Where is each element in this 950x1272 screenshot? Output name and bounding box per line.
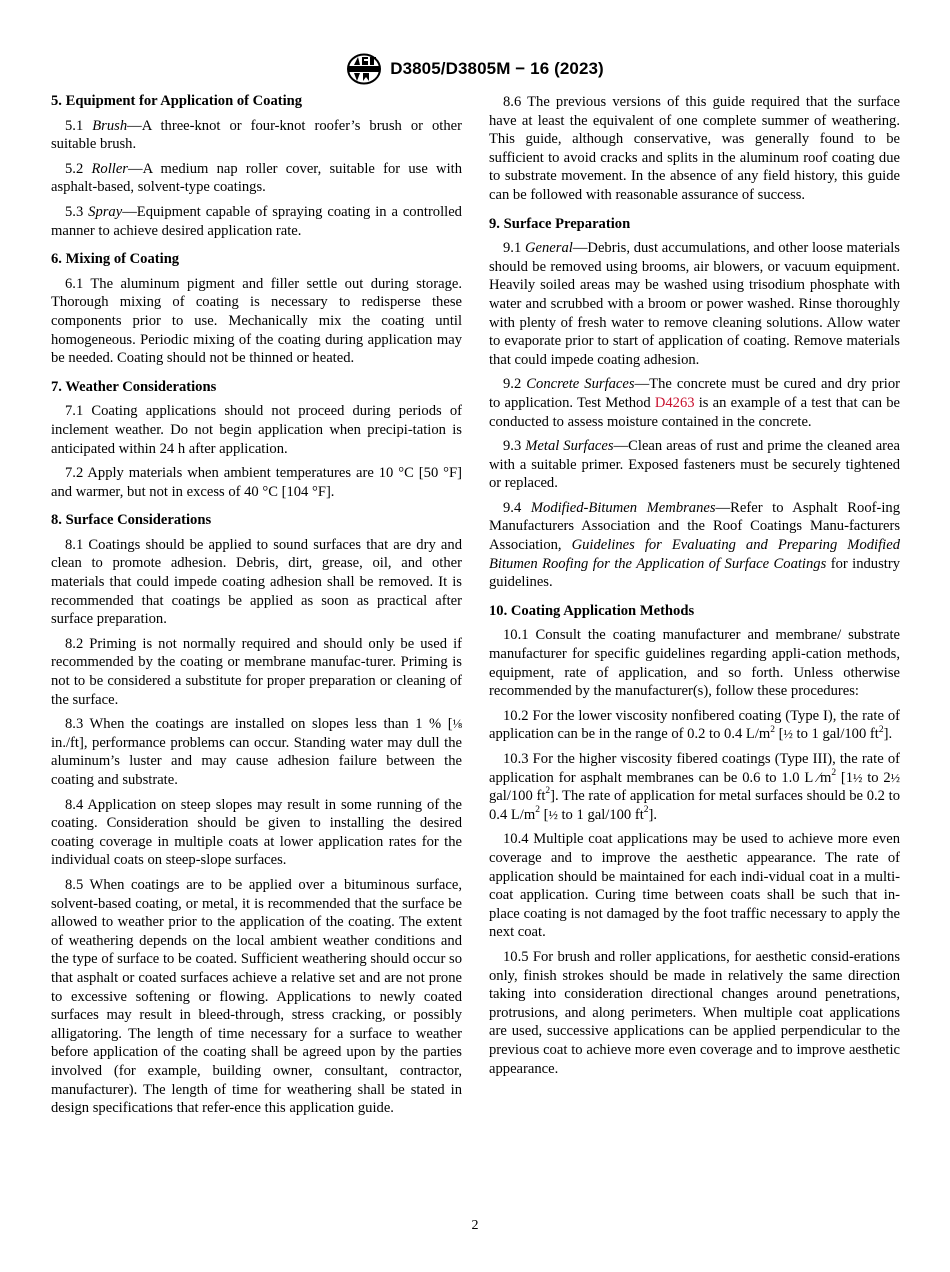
section-9-heading: 9. Surface Preparation — [489, 215, 631, 232]
paragraph-7-2: 7.2 Apply materials when ambient temperatures are 10 °C [50 °F] and warmer, but not in excess of 40 °C [104 °F]. — [51, 465, 462, 500]
paragraph-10-5: 10.5 For brush and roller applications, for aesthetic consid-erations only, finish strokes should be made in relatively the same direction taking into consideration directional changes around penetrations, protrusions, and along perimeters. When multiple coat applications are used, successive applications can be applied perpendicular to the previous coat to achieve more even coverage and to improve aesthetic appearance. — [489, 948, 900, 1077]
left-column — [51, 92, 462, 1124]
paragraph-10-3: 10.3 For the higher viscosity fibered coatings (Type III), the rate of application for asphalt membranes can be 0.6 to 1.0 L $⁄m^2$ [1½ to 2½ gal/100 $ft^2$]. The rate of application for metal surfaces should be 0.2 to 0.4 $L/m^2$ [½ to 1 gal/100 $ft^2$]. — [489, 751, 900, 823]
paragraph-8-2: 8.2 Priming is not normally required and should only be used if recommended by the coating or membrane manufac-turer. Priming is not to be considered a substitute for proper preparation or cleaning of the surface. — [51, 635, 462, 708]
paragraph-5-2: 5.2 Roller—A medium nap roller cover, suitable for use with asphalt-based, solvent-type coatings. — [51, 160, 462, 196]
page-header — [0, 52, 950, 86]
paragraph-5-3: 5.3 Spray—Equipment capable of spraying coating in a controlled manner to achieve desired application rate. — [51, 203, 462, 239]
right-column — [489, 92, 900, 1084]
paragraph-8-3: 8.3 When the coatings are installed on slopes less than 1 % [⅛ in./ft], performance problems can occur. Standing water may dull the aluminum’s luster and may cause adhesion failure between the coating and substrate. — [51, 716, 462, 788]
standard-designation: D3805/D3805M − 16 (2023) — [390, 59, 604, 78]
paragraph-9-3: 9.3 Metal Surfaces—Clean areas of rust and prime the cleaned area with a suitable primer. Exposed fasteners must be securely tightened or replaced. — [489, 438, 900, 492]
paragraph-10-4: 10.4 Multiple coat applications may be used to achieve more even coverage and to improve the aesthetic appearance. The rate of application should be maintained for each indi-vidual coat in a multi-coat application. Curing time between coats shall be such that in-place coating is not damaged by the foot traffic necessary to apply the next coat. — [489, 831, 900, 941]
section-5-heading: 5. Equipment for Application of Coating — [51, 93, 303, 109]
paragraph-7-1: 7.1 Coating applications should not proceed during periods of inclement weather. Do not begin application when precipi-tation is anticipated within 24 h after application. — [51, 403, 462, 457]
paragraph-9-4: 9.4 Modified-Bitumen Membranes—Refer to Asphalt Roof-ing Manufacturers Association and the Roof Coatings Manu-facturers Association, Guidelines for Evaluating and Preparing Modified Bitumen Roofing for the Application of Surface Coatings for industry guidelines. — [489, 499, 900, 591]
paragraph-9-2: 9.2 Concrete Surfaces—The concrete must be cured and dry prior to application. Test Method D4263 is an example of a test that can be conducted to assess moisture contained in the concrete. — [489, 376, 901, 430]
paragraph-8-5: 8.5 When coatings are to be applied over a bituminous surface, solvent-based coating, or metal, it is recommended that the surface be allowed to weather prior to the application of the coating. The extent of weathering depends on the local ambient weather conditions and the type of surface to be coated. Sufficient weathering should occur so that asphalt or coated surfaces achieve a relative set and are not prone to excessive softening or flowing. Applications to newly coated surfaces may result in bleed-through, stress cracking, or possibly alligatoring. The length of time necessary for a surface to weather before application of the coating shall be agreed upon by the parties involved (for example, building owner, consultant, contractor, manufacturer). The length of time for weathering shall be stated in design specifications that refer-ence this application guide. — [51, 876, 462, 1117]
astm-logo-icon — [346, 53, 382, 85]
paragraph-5-1: 5.1 Brush—A three-knot or four-knot roofer’s brush or other suitable brush. — [51, 117, 462, 153]
paragraph-10-2: 10.2 For the lower viscosity nonfibered coating (Type I), the rate of application can be in the range of 0.2 to 0.4 $L/m^2$ [½ to 1 gal/100 $ft^2$]. — [489, 707, 900, 743]
paragraph-8-1: 8.1 Coatings should be applied to sound surfaces that are dry and clean to promote adhesion. Debris, dirt, grease, oil, and other materials that could impede coating adhesion shall be removed. It is recommended that coatings be applied as soon as practical after surface preparation. — [51, 536, 462, 628]
paragraph-8-4: 8.4 Application on steep slopes may result in some running of the coating. Consideration should be given to installing the desired coating coverage in multiple coats at lower application rates for the individual coats on steep-slope surfaces. — [51, 796, 462, 869]
section-10-heading: 10. Coating Application Methods — [489, 602, 695, 619]
paragraph-10-1: 10.1 Consult the coating manufacturer and membrane/ substrate manufacturer for specific guidelines regarding appli-cation methods, equipment, rate of application, and so forth. Unless otherwise recommended by the manufacturer(s), follow these procedures: — [489, 627, 900, 700]
section-8-heading: 8. Surface Considerations — [51, 512, 212, 529]
test-method-d4263-link[interactable]: D4263 — [654, 394, 695, 411]
paragraph-8-6: 8.6 The previous versions of this guide required that the surface have at least the equivalent of one complete summer of weathering. This guide, although conservative, was generally found to be sufficient to avoid cracks and splits in the aluminum roof coating due to substrate movement. In the absence of any field history, this guide can be followed with reasonable assurance of success. — [489, 94, 900, 203]
section-7-heading: 7. Weather Considerations — [51, 378, 217, 395]
section-6-heading: 6. Mixing of Coating — [51, 251, 180, 268]
paragraph-6-1: 6.1 The aluminum pigment and filler settle out during storage. Thorough mixing of coating is necessary to redisperse these components prior to use. Mechanically mix the coating until homogeneous. Periodic mixing of the coating during application may be needed. Coating should not be thinned or heated. — [51, 275, 462, 367]
page-number: 2 — [471, 1218, 479, 1233]
paragraph-9-1: 9.1 General—Debris, dust accumulations, and other loose materials should be removed using brooms, air blowers, or vacuum equipment. Heavily soiled areas may be washed using trisodium phosphate with water and scrubbed with a broom or power washed. Rinse thoroughly with plenty of fresh water to remove cleaning solutions. Allow water to evaporate prior to start of application of coating. Remove materials that could impede coating adhesion. — [489, 240, 900, 368]
